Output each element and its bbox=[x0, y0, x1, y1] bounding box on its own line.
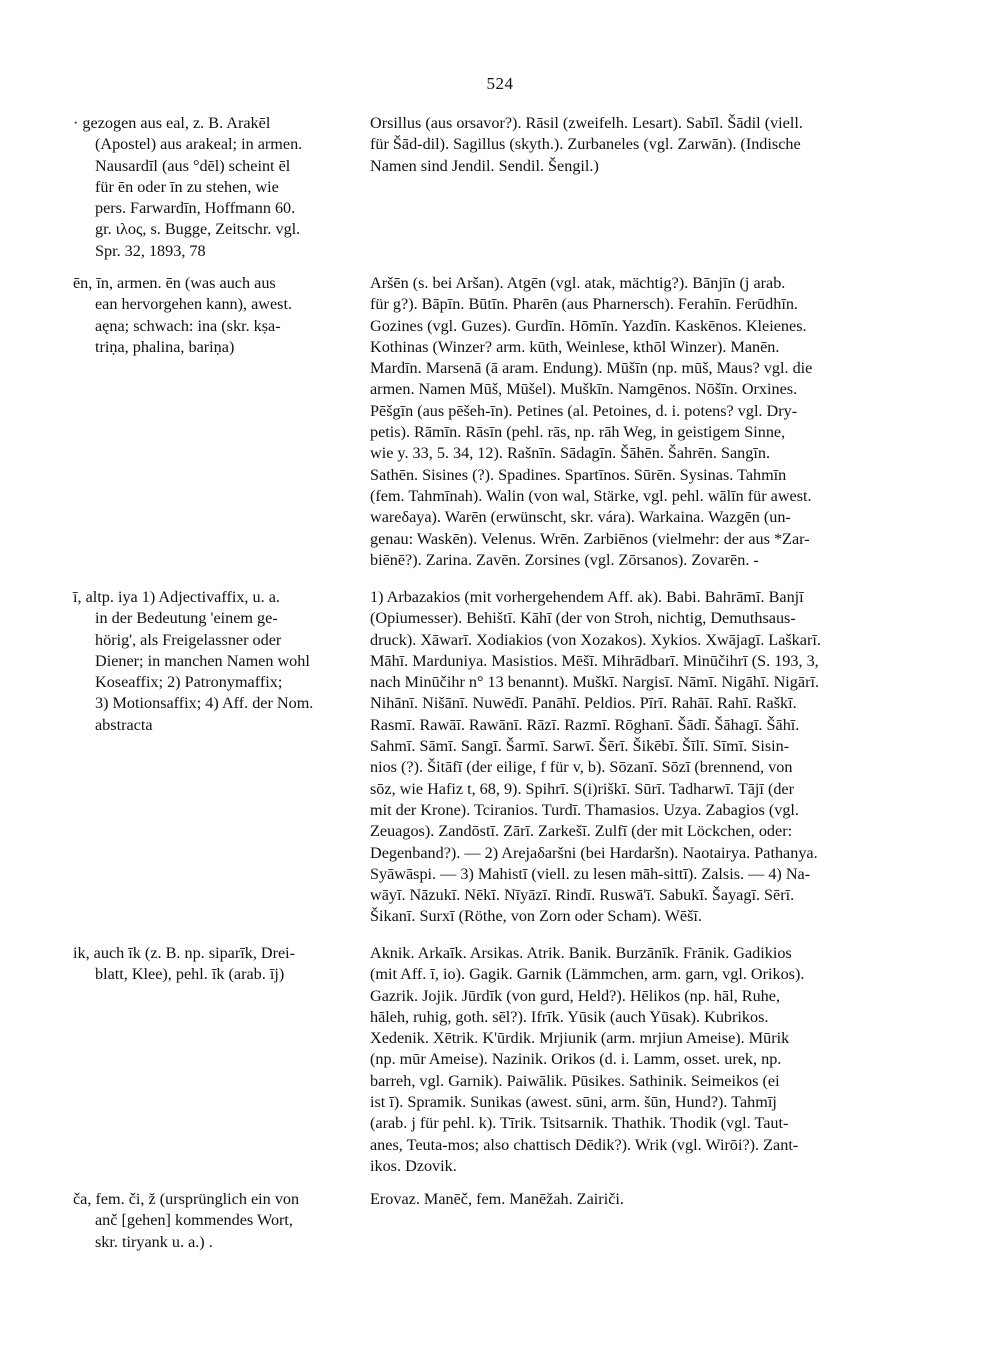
text-line: armen. Namen Mūš, Mūšel). Muškīn. Namgēnos. Nōšīn. Orxines. bbox=[370, 380, 798, 399]
text-line: Sahmī. Sāmī. Sangī. Šarmī. Sarwī. Šērī. Šikēbī. Šīlī. Sīmī. Sisin- bbox=[370, 737, 790, 756]
text-line: für g?). Bāpīn. Būtīn. Pharēn (aus Pharnersch). Ferahīn. Ferūdhīn. bbox=[370, 295, 798, 314]
right-entry-ik-names bbox=[370, 943, 937, 1177]
text-line: druck). Xāwarī. Xodiakios (von Xozakos). Xykios. Xwājagī. Laškarī. bbox=[370, 630, 821, 649]
text-line: biēnē?). Zarina. Zavēn. Zorsines (vgl. Zōrsanos). Zovarēn. - bbox=[370, 550, 759, 569]
text-line: für ēn oder īn zu stehen, wie bbox=[95, 177, 279, 196]
text-line: nios (?). Šitāfī (der eilige, f für v, b). Sōzanī. Sōzī (brennend, von bbox=[370, 758, 793, 777]
text-line: Koseaffix; 2) Patronymaffix; bbox=[95, 673, 283, 692]
right-entry-i-names bbox=[370, 587, 937, 928]
text-line: (mit Aff. ī, io). Gagik. Garnik (Lämmchen, arm. garn, vgl. Orikos). bbox=[370, 965, 805, 984]
text-line: ēn, īn, armen. ēn (was auch aus bbox=[73, 274, 276, 292]
page-number: 524 bbox=[486, 74, 514, 93]
text-line: petis). Rāmīn. Rāsīn (pehl. rās, np. rāh Weg, in geistigem Sinne, bbox=[370, 423, 786, 442]
text-line: barreh, vgl. Garnik). Paiwālik. Pūsikes. Sathinik. Seimeikos (ei bbox=[370, 1071, 780, 1090]
text-line: Nihānī. Nišānī. Nuwēdī. Panāhī. Peldios. Pīrī. Rahāī. Rahī. Raškī. bbox=[370, 694, 797, 713]
text-line: ikos. Dzovik. bbox=[370, 1156, 457, 1175]
text-line: Namen sind Jendil. Sendil. Šengil.) bbox=[370, 156, 599, 175]
text-line: Syāwāspi. — 3) Mahistī (viell. zu lesen māh-sittī). Zalsis. — 4) Na- bbox=[370, 864, 811, 883]
text-line: nach Minūčihr n° 13 benannt). Muškī. Nargisī. Nāmī. Nigāhī. Nigārī. bbox=[370, 673, 820, 692]
text-line: Erovaz. Manēč, fem. Manēžah. Zairiči. bbox=[370, 1190, 624, 1208]
text-line: Māhī. Marduniya. Masistios. Mēšī. Mihrādbarī. Minūčihrī (S. 193, 3, bbox=[370, 651, 819, 670]
text-line: genau: Waskēn). Velenus. Wrēn. Zarbiēnos (vielmehr: der aus *Zar- bbox=[370, 529, 810, 548]
left-entry-eal bbox=[73, 113, 351, 262]
text-line: für Šād-dil). Sagillus (skyth.). Zurbaneles (vgl. Zarwān). (Indische bbox=[370, 135, 801, 154]
text-line: ī, altp. iya 1) Adjectivaffix, u. a. bbox=[73, 588, 280, 606]
text-line: Gazrik. Jojik. Jūrdīk (von gurd, Held?). Hēlikos (np. hāl, Ruhe, bbox=[370, 986, 781, 1005]
text-line: anč [gehen] kommendes Wort, bbox=[95, 1211, 293, 1230]
text-line: wareδaya). Warēn (erwünscht, skr. vára). Warkaina. Wazgēn (un- bbox=[370, 508, 791, 527]
text-line: ist ī). Spramik. Sunikas (awest. sūni, arm. šūn, Hund?). Tahmīj bbox=[370, 1093, 777, 1112]
text-line: Rasmī. Rawāī. Rawānī. Rāzī. Razmī. Rōghanī. Šādī. Šāhagī. Šāhī. bbox=[370, 715, 800, 734]
text-line: Diener; in manchen Namen wohl bbox=[95, 651, 310, 670]
text-line: ča, fem. či, ž (ursprünglich ein von bbox=[73, 1190, 300, 1208]
text-line: Orsillus (aus orsavor?). Rāsil (zweifelh. Lesart). Sabīl. Šādil (viell. bbox=[370, 114, 803, 132]
left-entry-i bbox=[73, 587, 351, 736]
text-line: · gezogen aus eal, z. B. Arakēl bbox=[73, 114, 271, 132]
text-line: Sathēn. Sisines (?). Spadines. Spartīnos. Sūrēn. Sysinas. Tahmīn bbox=[370, 465, 787, 484]
text-line: ik, auch īk (z. B. np. siparīk, Drei- bbox=[73, 944, 296, 962]
text-line: sōz, wie Hafiz t, 68, 9). Spihrī. S(i)riškī. Sūrī. Tadharwī. Tājī (der bbox=[370, 779, 795, 798]
text-line: Spr. 32, 1893, 78 bbox=[95, 241, 206, 260]
text-line: (Opiumesser). Behištī. Kāhī (der von Stroh, nichtig, Demuthsaus- bbox=[370, 609, 796, 628]
text-line: blatt, Klee), pehl. īk (arab. īj) bbox=[95, 965, 285, 984]
text-line: Nausardīl (aus °dēl) scheint ēl bbox=[95, 156, 291, 175]
text-line: ean hervorgehen kann), awest. bbox=[95, 295, 293, 314]
text-line: abstracta bbox=[95, 715, 153, 734]
text-line: hāleh, ruhig, goth. sēl?). Ifrīk. Yūsik (auch Yūsak). Kubrikos. bbox=[370, 1007, 769, 1026]
text-line: Aknik. Arkaīk. Arsikas. Atrik. Banik. Burzānīk. Frānik. Gadikios bbox=[370, 944, 792, 962]
left-entry-en bbox=[73, 273, 351, 358]
text-line: Aršēn (s. bei Aršan). Atgēn (vgl. atak, mächtig?). Bānjīn (j arab. bbox=[370, 274, 786, 292]
text-line: Pēšgīn (aus pēšeh-īn). Petines (al. Petoines, d. i. potens? vgl. Dry- bbox=[370, 401, 798, 420]
text-line: (arab. j für pehl. k). Tīrik. Tsitsarnik. Thathik. Thodik (vgl. Taut- bbox=[370, 1114, 789, 1133]
text-line: Kothinas (Winzer? arm. kūth, Weinlese, kthōl Winzer). Manēn. bbox=[370, 337, 780, 356]
text-line: hörig', als Freigelassner oder bbox=[95, 630, 282, 649]
right-entry-ca-names bbox=[370, 1189, 937, 1210]
text-line: 3) Motionsaffix; 4) Aff. der Nom. bbox=[95, 694, 314, 713]
text-line: Gozines (vgl. Guzes). Gurdīn. Hōmīn. Yazdīn. Kaskēnos. Kleienes. bbox=[370, 316, 807, 335]
left-entry-ik bbox=[73, 943, 351, 986]
text-line: anes, Teuta-mos; also chattisch Dēdik?). Wrik (vgl. Wirōi?). Zant- bbox=[370, 1135, 799, 1154]
text-line: 1) Arbazakios (mit vorhergehendem Aff. ak). Babi. Bahrāmī. Banjī bbox=[370, 588, 804, 606]
text-line: aęna; schwach: ina (skr. kṣa- bbox=[95, 316, 281, 335]
text-line: pers. Farwardīn, Hoffmann 60. bbox=[95, 199, 296, 218]
text-line: mit der Krone). Tciranios. Turdī. Thamasios. Uzya. Zabagios (vgl. bbox=[370, 800, 799, 819]
text-line: wie y. 33, 5. 34, 12). Rašnīn. Sādagīn. Šāhēn. Šahrēn. Sangīn. bbox=[370, 444, 770, 463]
right-entry-en-names bbox=[370, 273, 937, 571]
text-line: Zeuagos). Zandōstī. Zārī. Zarkešī. Zulfī (der mit Löckchen, oder: bbox=[370, 822, 793, 841]
text-line: Mardīn. Marsenā (ā aram. Endung). Mūšīn (np. mūš, Maus? vgl. die bbox=[370, 359, 813, 378]
text-line: (fem. Tahmīnah). Walin (von wal, Stärke, vgl. pehl. wālīn für awest. bbox=[370, 486, 812, 505]
text-line: (np. mūr Ameise). Nazinik. Orikos (d. i. Lamm, osset. urek, np. bbox=[370, 1050, 782, 1069]
text-line: triṇa, phalina, bariṇa) bbox=[95, 337, 235, 356]
text-line: in der Bedeutung 'einem ge- bbox=[95, 609, 278, 628]
text-line: skr. tiryank u. a.) . bbox=[95, 1232, 213, 1251]
right-entry-eal-names bbox=[370, 113, 937, 177]
text-line: (Apostel) aus arakeal; in armen. bbox=[95, 135, 303, 154]
text-line: Xedenik. Xētrik. K'ūrdik. Mrjiunik (arm. mrjiun Ameise). Mūrik bbox=[370, 1029, 790, 1048]
text-line: wāyī. Nāzukī. Nēkī. Nīyāzī. Rindī. Ruswā'ī. Sabukī. Šayagī. Sērī. bbox=[370, 886, 795, 905]
text-line: gr. ιλος, s. Bugge, Zeitschr. vgl. bbox=[95, 220, 301, 239]
text-line: Degenband?). — 2) Arejaδaršni (bei Hardaršn). Naotairya. Pathanya. bbox=[370, 843, 818, 862]
text-line: Šikanī. Surxī (Röthe, von Zorn oder Scham). Wēšī. bbox=[370, 907, 702, 926]
left-entry-ca bbox=[73, 1189, 351, 1253]
